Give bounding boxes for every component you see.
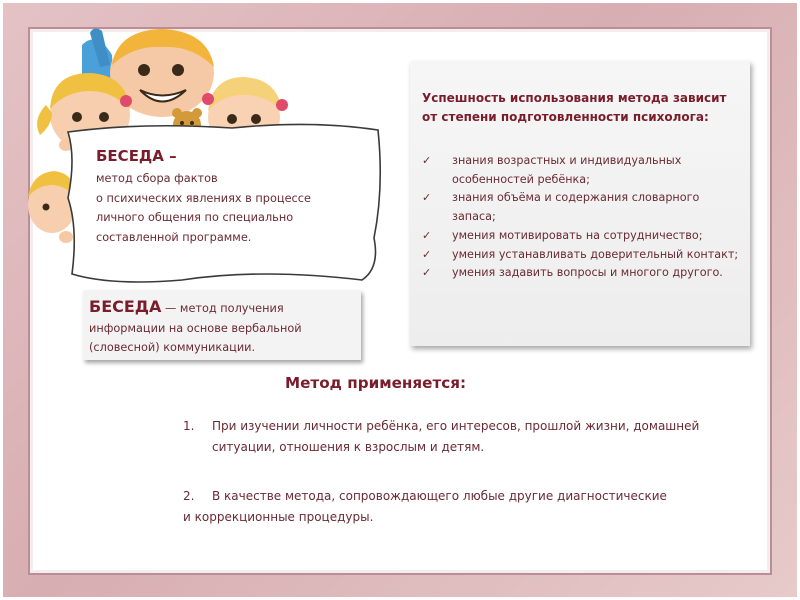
- check-icon: ✓: [422, 247, 432, 261]
- list-item: ✓ знания объёма и содержания словарного запаса;: [422, 191, 700, 224]
- card1-line: личного общения по специально: [96, 211, 294, 224]
- requirements-list: [422, 152, 742, 283]
- card1-title: БЕСЕДА –: [96, 147, 177, 165]
- method-title: Метод применяется:: [285, 374, 467, 392]
- item-text: При изучении личности ребёнка, его интересов, прошлой жизни, домашней: [212, 419, 700, 433]
- method-item-2: [183, 486, 743, 528]
- item-number: 2.: [183, 489, 195, 503]
- list-item: ✓ знания возрастных и индивидуальных особенностей ребёнка;: [422, 154, 682, 186]
- requirements-heading: Успешность использования метода зависит от степени подготовленности психолога:: [422, 91, 727, 124]
- item-text: и коррекционные процедуры.: [183, 510, 374, 524]
- card1-text: [96, 169, 358, 247]
- method-item-1: [183, 416, 743, 458]
- definition-text: [89, 297, 359, 358]
- definition-body: — метод получения информации на основе вербальной (словесной) коммуникации.: [89, 302, 302, 354]
- card1-line: составленной программе.: [96, 230, 252, 244]
- check-icon: ✓: [422, 266, 432, 280]
- check-icon: ✓: [422, 154, 432, 167]
- card1-line: метод сбора фактов: [96, 172, 218, 185]
- check-icon: ✓: [422, 228, 432, 242]
- list-item: ✓ умения мотивировать на сотрудничество;: [422, 227, 742, 246]
- definition-title: БЕСЕДА: [89, 297, 162, 316]
- item-number: 1.: [183, 419, 195, 433]
- list-item: ✓ умения задавить вопросы и многого другого.: [422, 264, 742, 283]
- check-icon: ✓: [422, 191, 432, 205]
- list-item: ✓ умения устанавливать доверительный контакт;: [422, 246, 742, 265]
- item-text: В качестве метода, сопровождающего любые другие диагностические: [212, 489, 667, 503]
- item-text: ситуации, отношения к взрослым и детям.: [212, 440, 485, 454]
- card1-line: о психических явлениях в процессе: [96, 191, 311, 205]
